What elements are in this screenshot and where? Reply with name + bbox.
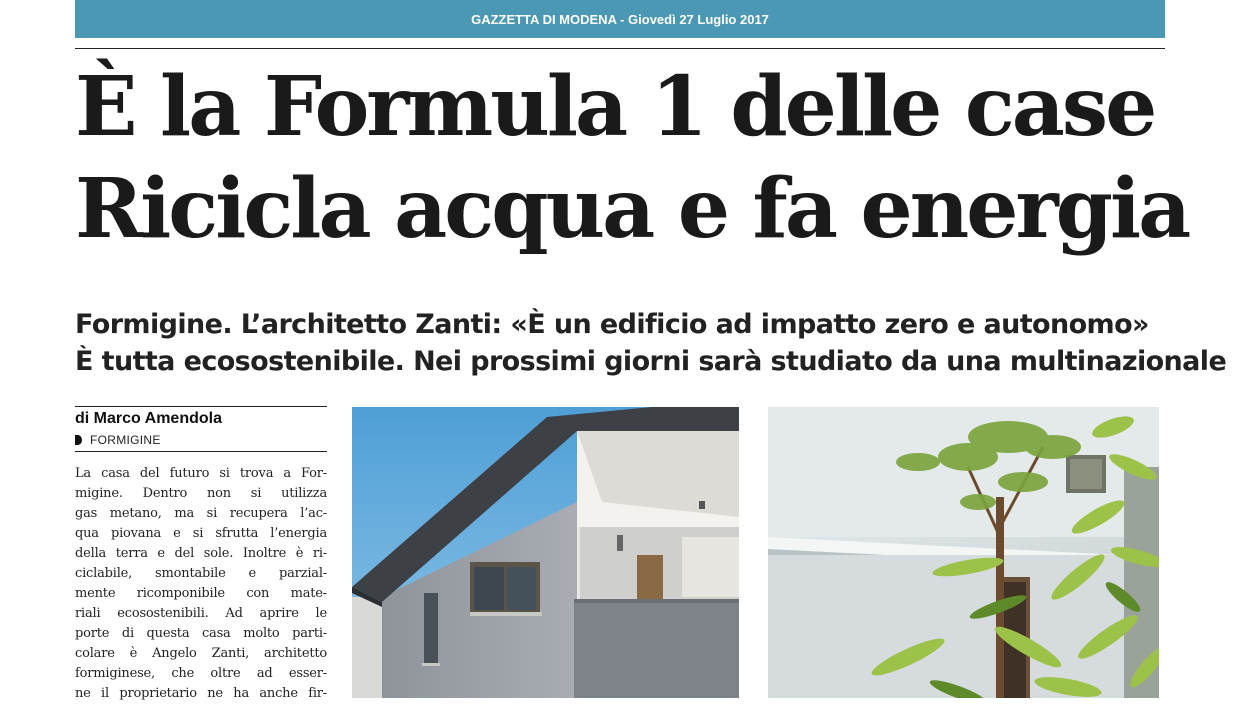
body-line: riali ecosostenibili. Ad aprire le [75, 606, 327, 621]
article-body [75, 464, 327, 704]
house-photo-exterior [352, 407, 739, 698]
newspaper-banner [75, 0, 1165, 38]
body-line: colare è Angelo Zanti, architetto [75, 646, 327, 661]
location-marker-icon [75, 435, 82, 445]
house-photo-garden [768, 407, 1159, 698]
subheadline [75, 306, 1227, 380]
banner-text: GAZZETTA DI MODENA - Giovedì 27 Luglio 2017 [471, 11, 769, 27]
body-line: della terra e del sole. Inoltre è ri- [75, 546, 327, 561]
body-line: porte di questa casa molto parti- [75, 626, 327, 641]
body-line: gas metano, ma si recupera l’ac- [75, 506, 327, 521]
subheadline-line-2: È tutta ecosostenibile. Nei prossimi giorni sarà studiato da una multinazionale [75, 346, 1227, 377]
byline-rule-bottom [75, 451, 327, 452]
body-line: qua piovana e si sfrutta l’energia [75, 526, 327, 541]
body-line: ne il proprietario ne ha anche fir- [75, 686, 327, 701]
headline-line-2: Ricicla acqua e fa energia [75, 161, 1189, 257]
body-line: formiginese, che oltre ad esser- [75, 666, 327, 681]
body-line: migine. Dentro non si utilizza [75, 486, 327, 501]
body-line: La casa del futuro si trova a For- [75, 466, 327, 481]
author-name: di Marco Amendola [75, 410, 222, 427]
headline [75, 56, 1189, 260]
subheadline-line-1: Formigine. L’architetto Zanti: «È un edificio ad impatto zero e autonomo» [75, 309, 1149, 340]
body-line: mente ricomponibile con mate- [75, 586, 327, 601]
byline-location [75, 433, 161, 447]
byline-rule-top [75, 406, 327, 407]
body-line: ciclabile, smontabile e parzial- [75, 566, 327, 581]
location-label: FORMIGINE [90, 433, 161, 447]
headline-line-1: È la Formula 1 delle case [75, 59, 1155, 155]
header-rule [75, 48, 1165, 49]
